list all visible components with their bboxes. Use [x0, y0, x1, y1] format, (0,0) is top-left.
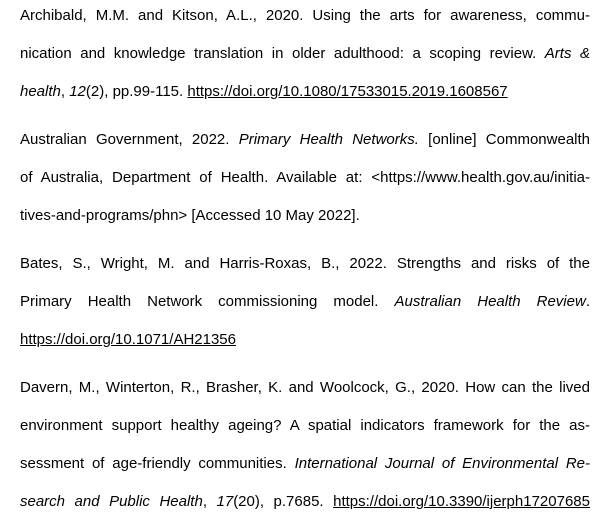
reference-line	[20, 414, 590, 438]
italic-text: 12	[69, 83, 86, 100]
reference-line	[20, 42, 590, 66]
doi-link[interactable]: https://doi.org/10.1080/17533015.2019.1608567	[187, 83, 508, 100]
reference-line	[20, 128, 590, 152]
reference-line	[20, 328, 590, 352]
italic-text: search and Public Health	[20, 493, 203, 510]
reference-text: Archibald, M.M. and Kitson, A.L., 2020. Using the arts for awareness, commu-	[20, 7, 590, 24]
reference-line	[20, 204, 590, 228]
italic-text: Australian Health Review	[394, 293, 586, 310]
reference-text: Australian Government, 2022.	[20, 131, 239, 148]
reference-line	[20, 290, 590, 314]
reference-line	[20, 376, 590, 400]
italic-text: International Journal of Environmental Re-	[294, 455, 590, 472]
reference-line	[20, 4, 590, 28]
reference-line	[20, 452, 590, 476]
reference-text: (2), pp.99-115.	[85, 83, 188, 100]
italic-text: health	[20, 83, 61, 100]
italic-text: 17	[216, 493, 234, 510]
reference-text: ,	[202, 493, 217, 510]
reference-text: nication and knowledge translation in older adulthood: a scoping review.	[20, 45, 545, 62]
reference-text: .	[585, 293, 590, 310]
reference-line	[20, 166, 590, 190]
reference-text: tives-and-programs/phn> [Accessed 10 May 2022].	[20, 207, 360, 224]
italic-text: Primary Health Networks.	[238, 131, 419, 148]
reference-text: Primary Health Network commissioning model.	[20, 293, 395, 310]
reference-line	[20, 252, 590, 276]
reference-text: ,	[60, 83, 70, 100]
doi-link[interactable]: https://doi.org/10.1071/AH21356	[20, 331, 236, 348]
doi-link[interactable]: https://doi.org/10.3390/ijerph17207685	[333, 493, 590, 510]
reference-text: Bates, S., Wright, M. and Harris-Roxas, B., 2022. Strengths and risks of the	[20, 255, 590, 272]
reference-text: environment support healthy ageing? A spatial indicators framework for the as-	[20, 417, 590, 434]
reference-line	[20, 490, 590, 514]
italic-text: Arts &	[544, 45, 591, 62]
reference-text: [online] Commonwealth	[418, 131, 591, 148]
reference-line	[20, 80, 590, 104]
reference-text: (20), p.7685.	[233, 493, 334, 510]
reference-text: of Australia, Department of Health. Available at: <https://www.health.gov.au/initia-	[20, 169, 590, 186]
reference-text: Davern, M., Winterton, R., Brasher, K. and Woolcock, G., 2020. How can the lived	[20, 379, 590, 396]
reference-text: sessment of age-friendly communities.	[20, 455, 295, 472]
